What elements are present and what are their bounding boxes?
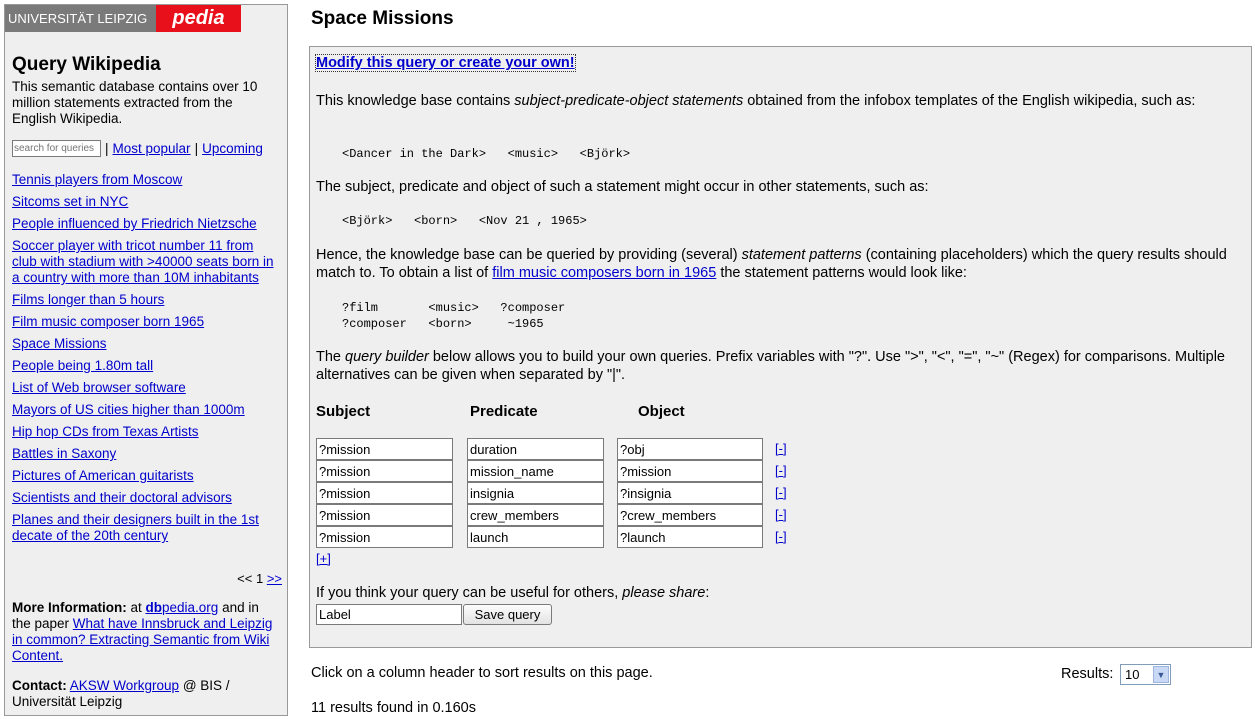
list-item <box>12 216 278 232</box>
text: Hence, the knowledge base can be queried by providing (several) <box>316 247 742 263</box>
sidebar-pager <box>237 571 282 586</box>
text: the statement patterns would look like: <box>716 265 967 281</box>
object-input[interactable] <box>617 526 763 548</box>
aksw-workgroup-link[interactable]: AKSW Workgroup <box>69 678 180 693</box>
predicate-input[interactable] <box>467 526 604 548</box>
more-info-paper-intro: and in the paper <box>12 600 259 631</box>
results-label: Results: <box>1061 666 1114 682</box>
example-statement-2: <Björk> <born> <Nov 21 , 1965> <box>342 214 587 228</box>
list-item <box>12 402 278 418</box>
emphasis-text: query builder <box>345 349 429 365</box>
emphasis-text: subject-predicate-object statements <box>514 93 744 109</box>
pager-next-link[interactable]: >> <box>266 571 282 586</box>
pager-prev: << <box>237 571 253 586</box>
sidebar-description: This semantic database contains over 10 million statements extracted from the English Wikipedia. <box>12 79 258 126</box>
university-logo-text: UNIVERSITÄT LEIPZIG <box>5 5 156 32</box>
query-link[interactable]: Tennis players from Moscow <box>12 172 183 187</box>
query-link[interactable]: Planes and their designers built in the 1st decate of the 20th century <box>12 512 259 543</box>
object-input[interactable] <box>617 438 763 460</box>
subject-input[interactable] <box>316 526 453 548</box>
predicate-input[interactable] <box>467 438 604 460</box>
text: below allows you to build your own queries. Prefix variables with "?". Use ">", "<", "=", "~" (Regex) for comparisons. Multiple alternatives can be given when separated by "|". <box>316 349 1225 383</box>
remove-row-link[interactable]: [-] <box>775 529 787 544</box>
text: The <box>316 349 346 365</box>
query-link[interactable]: List of Web browser software <box>12 380 186 395</box>
object-input[interactable] <box>617 460 763 482</box>
list-item <box>12 194 278 210</box>
query-link[interactable]: Pictures of American guitarists <box>12 468 194 483</box>
intro-paragraph <box>316 92 1246 110</box>
list-item <box>12 512 278 544</box>
pager-current-page: 1 <box>255 571 264 586</box>
sort-hint: Click on a column header to sort results on this page. <box>311 665 653 681</box>
sidebar <box>4 4 288 716</box>
query-link[interactable]: People influenced by Friedrich Nietzsche <box>12 216 257 231</box>
list-item <box>12 336 278 352</box>
contact-info <box>12 678 280 710</box>
text: This knowledge base contains <box>316 93 515 109</box>
object-input[interactable] <box>617 482 763 504</box>
query-link[interactable]: Scientists and their doctoral advisors <box>12 490 232 505</box>
list-item <box>12 358 278 374</box>
results-count: 11 results found in 0.160s <box>311 700 476 716</box>
most-popular-link[interactable]: Most popular <box>112 141 191 156</box>
subject-input[interactable] <box>316 460 453 482</box>
sidebar-search-row <box>12 140 263 157</box>
list-item <box>12 468 278 484</box>
remove-row-link[interactable]: [-] <box>775 507 787 522</box>
add-row-link[interactable]: [+] <box>316 551 331 566</box>
list-item <box>12 314 278 330</box>
upcoming-link[interactable]: Upcoming <box>202 141 263 156</box>
dbpedia-link[interactable] <box>146 600 219 615</box>
text: obtained from the infobox templates of the English wikipedia, such as: <box>743 93 1196 109</box>
query-link[interactable]: Hip hop CDs from Texas Artists <box>12 424 199 439</box>
results-select-value: 10 <box>1125 667 1140 682</box>
remove-row-link[interactable]: [-] <box>775 485 787 500</box>
query-link[interactable]: Film music composer born 1965 <box>12 314 205 329</box>
share-prompt <box>316 585 709 601</box>
example-patterns: ?film <music> ?composer ?composer <born> ~1965 <box>342 301 566 331</box>
contact-label: Contact: <box>12 678 67 693</box>
patterns-paragraph <box>316 246 1246 282</box>
object-input[interactable] <box>617 504 763 526</box>
sidebar-title: Query Wikipedia <box>12 54 161 75</box>
list-item <box>12 292 278 308</box>
search-queries-input[interactable] <box>12 140 101 157</box>
emphasis-text: please share <box>622 585 706 601</box>
predicate-column-header: Predicate <box>470 403 538 420</box>
predicate-input[interactable] <box>467 504 604 526</box>
query-link[interactable]: Mayors of US cities higher than 1000m <box>12 402 245 417</box>
modify-query-link[interactable]: Modify this query or create your own! <box>316 55 575 71</box>
header-logo[interactable] <box>5 5 241 32</box>
dbpedia-link-rest: pedia.org <box>162 600 219 615</box>
dbpedia-link-bold: db <box>145 600 163 615</box>
list-item <box>12 424 278 440</box>
text: (containing placeholders) which the query results should match to. To obtain a list of <box>316 247 1227 281</box>
paper-link[interactable]: What have Innsbruck and Leipzig in common? Extracting Semantic from Wiki Content. <box>12 616 273 663</box>
query-link[interactable]: Sitcoms set in NYC <box>12 194 129 209</box>
query-link[interactable]: Films longer than 5 hours <box>12 292 165 307</box>
separator: | <box>105 141 109 156</box>
query-builder-help <box>316 348 1246 384</box>
query-label-input[interactable] <box>316 604 462 625</box>
list-item <box>12 238 278 286</box>
query-link[interactable]: Battles in Saxony <box>12 446 117 461</box>
emphasis-text: statement patterns <box>741 247 862 263</box>
subject-input[interactable] <box>316 482 453 504</box>
query-link[interactable]: People being 1.80m tall <box>12 358 154 373</box>
more-information <box>12 600 280 664</box>
page-title: Space Missions <box>311 8 454 29</box>
list-item <box>12 172 278 188</box>
object-column-header: Object <box>638 403 685 420</box>
list-item <box>12 380 278 396</box>
predicate-input[interactable] <box>467 482 604 504</box>
remove-row-link[interactable]: [-] <box>775 441 787 456</box>
query-link[interactable]: Soccer player with tricot number 11 from club with stadium with >40000 seats born in a country with more than 10M inhabitants <box>12 238 274 285</box>
subject-column-header: Subject <box>316 403 371 420</box>
separator: | <box>194 141 199 156</box>
example-statement-1: <Dancer in the Dark> <music> <Björk> <box>342 147 631 161</box>
text: If you think your query can be useful for others, <box>316 585 623 601</box>
list-item <box>12 446 278 462</box>
dbpedia-logo: pedia <box>156 5 241 32</box>
query-builder-panel <box>309 46 1252 648</box>
chevron-down-icon[interactable]: ▼ <box>1153 666 1169 683</box>
text: : <box>705 585 710 601</box>
subject-input[interactable] <box>316 438 453 460</box>
contact-rest: @ BIS / Universität Leipzig <box>12 678 230 709</box>
query-link[interactable]: Space Missions <box>12 336 107 351</box>
save-query-button[interactable]: Save query <box>463 604 552 625</box>
query-list <box>12 172 278 550</box>
more-info-label: More Information: <box>12 600 127 615</box>
list-item <box>12 490 278 506</box>
subject-input[interactable] <box>316 504 453 526</box>
more-info-at: at <box>126 600 146 615</box>
statement-paragraph: The subject, predicate and object of such a statement might occur in other statements, such as: <box>316 179 929 195</box>
results-per-page-select[interactable] <box>1120 664 1171 685</box>
predicate-input[interactable] <box>467 460 604 482</box>
remove-row-link[interactable]: [-] <box>775 463 787 478</box>
film-composers-link[interactable]: film music composers born in 1965 <box>492 265 717 281</box>
